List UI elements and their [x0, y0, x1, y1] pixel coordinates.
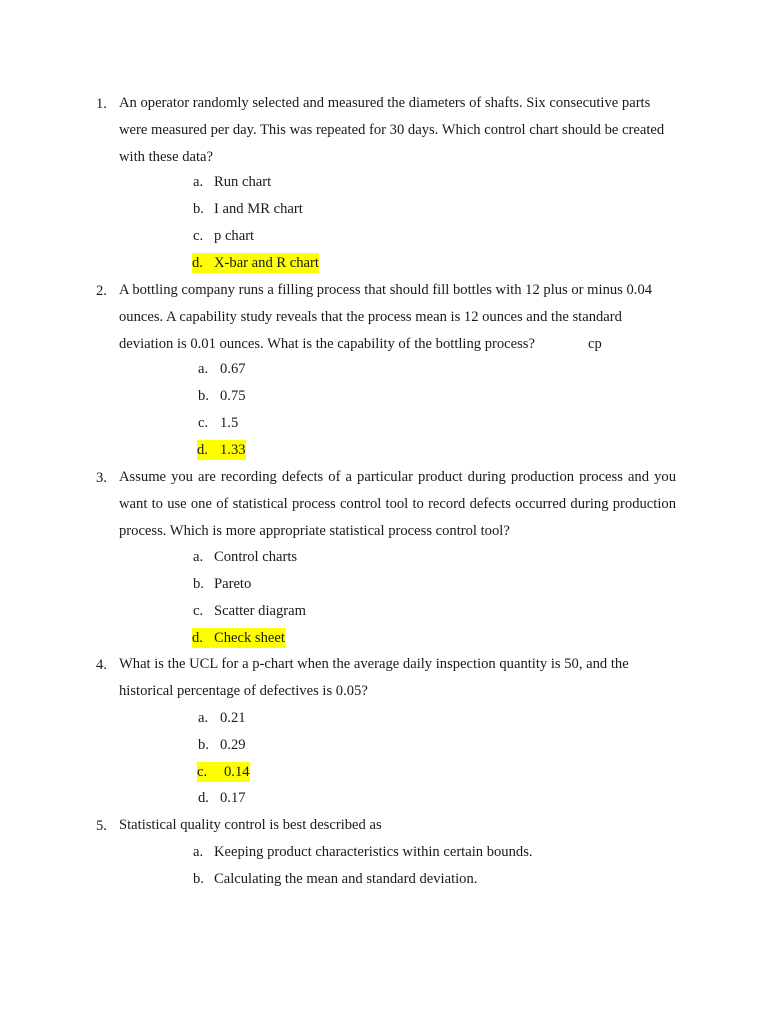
option-2c — [198, 413, 238, 433]
question-1 — [96, 96, 676, 170]
option-3d-correct-answer — [192, 628, 285, 648]
option-letter: d. — [192, 255, 203, 271]
option-letter: b. — [193, 871, 204, 887]
question-text: A bottling company runs a filling process that should fill bottles with 12 plus or minus 0.04 ounces. A capability study reveals that the process mean is 12 ounces and the standard deviation is 0.01 ounces. What is the capability of the bottling process? — [119, 282, 653, 352]
option-letter: b. — [198, 737, 209, 753]
option-text: Scatter diagram — [214, 603, 306, 619]
option-3a — [193, 547, 297, 567]
option-text: I and MR chart — [214, 201, 303, 217]
option-5b — [193, 869, 477, 889]
question-5 — [96, 818, 676, 839]
option-letter: b. — [198, 388, 209, 404]
question-number: 2. — [96, 283, 107, 299]
option-text: Calculating the mean and standard deviation. — [214, 871, 478, 887]
handwritten-note: cp — [588, 336, 602, 352]
option-3b — [193, 574, 251, 594]
option-text: 0.17 — [220, 790, 246, 806]
option-letter: c. — [197, 764, 208, 780]
option-letter: c. — [193, 228, 204, 244]
question-number: 5. — [96, 818, 107, 834]
question-number: 1. — [96, 96, 107, 112]
option-1b — [193, 199, 303, 219]
option-text: Run chart — [214, 174, 272, 190]
question-3 — [96, 470, 676, 544]
option-letter: d. — [198, 790, 209, 806]
option-letter: a. — [193, 549, 204, 565]
option-3c — [193, 601, 306, 621]
option-letter: a. — [193, 844, 204, 860]
option-letter: a. — [198, 710, 209, 726]
option-text: 0.75 — [220, 388, 246, 404]
option-text: 0.21 — [220, 710, 246, 726]
option-text: 0.14 — [224, 764, 250, 780]
option-4a — [198, 708, 246, 728]
option-letter: b. — [193, 576, 204, 592]
option-text: 0.67 — [220, 361, 246, 377]
option-text: p chart — [214, 228, 255, 244]
option-2b — [198, 386, 246, 406]
option-2d-correct-answer — [197, 440, 246, 460]
option-text: 0.29 — [220, 737, 246, 753]
option-1c — [193, 226, 254, 246]
question-text: An operator randomly selected and measured the diameters of shafts. Six consecutive parts were measured per day. This was repeated for 30 days. Which control chart should be created with these data? — [119, 95, 665, 165]
option-text: Control charts — [214, 549, 298, 565]
option-letter: c. — [193, 603, 204, 619]
option-4c-correct-answer — [197, 762, 250, 782]
option-text: 1.5 — [220, 415, 239, 431]
option-text: Keeping product characteristics within certain bounds. — [214, 844, 533, 860]
option-letter: c. — [198, 415, 209, 431]
option-text: X-bar and R chart — [214, 255, 319, 271]
question-text: What is the UCL for a p-chart when the average daily inspection quantity is 50, and the historical percentage of defectives is 0.05? — [119, 656, 629, 699]
option-letter: d. — [192, 630, 203, 646]
option-letter: d. — [197, 442, 208, 458]
question-number: 3. — [96, 470, 107, 486]
option-1a — [193, 172, 271, 192]
option-text: Check sheet — [214, 630, 285, 646]
question-number: 4. — [96, 657, 107, 673]
option-text: Pareto — [214, 576, 252, 592]
option-text: 1.33 — [220, 442, 246, 458]
option-letter: a. — [198, 361, 209, 377]
option-4d — [198, 788, 246, 808]
question-text: Statistical quality control is best described as — [119, 817, 382, 833]
option-letter: a. — [193, 174, 204, 190]
question-text: Assume you are recording defects of a particular product during production process and you want to use one of statistical process control tool to record defects occurred during production process. Which is more appropriate statistical process control tool? — [119, 469, 676, 539]
option-1d-correct-answer — [192, 253, 319, 273]
option-5a — [193, 842, 533, 862]
option-letter: b. — [193, 201, 204, 217]
question-4 — [96, 657, 676, 705]
option-4b — [198, 735, 246, 755]
option-2a — [198, 359, 246, 379]
